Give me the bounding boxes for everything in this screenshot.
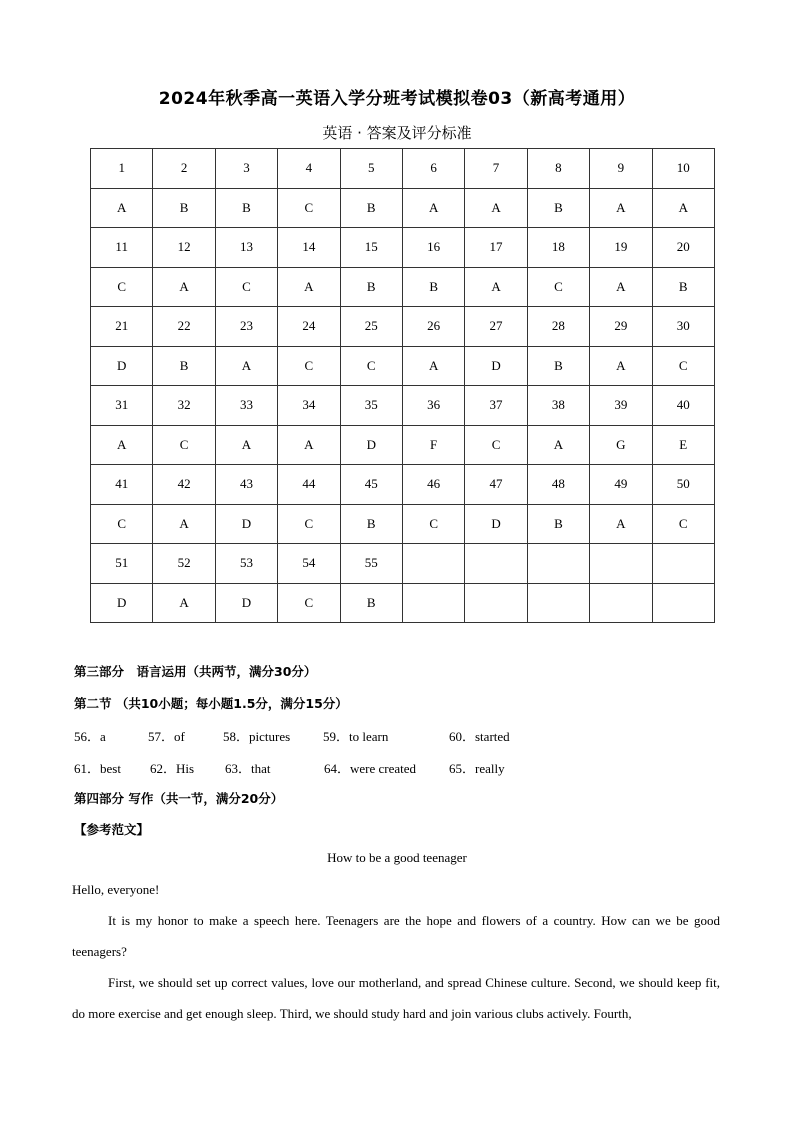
question-number-cell: 17 bbox=[465, 228, 527, 268]
answer-63: 63．that bbox=[225, 761, 271, 776]
question-number-cell: 42 bbox=[153, 465, 215, 505]
question-number-row bbox=[91, 228, 715, 268]
answer-cell: A bbox=[402, 346, 464, 386]
question-number-cell: 12 bbox=[153, 228, 215, 268]
answer-cell bbox=[652, 583, 714, 623]
answer-cell: C bbox=[527, 267, 589, 307]
question-number-row bbox=[91, 465, 715, 505]
question-number-row bbox=[91, 307, 715, 347]
question-number-cell: 46 bbox=[402, 465, 464, 505]
answer-cell: D bbox=[215, 504, 277, 544]
question-number-cell: 25 bbox=[340, 307, 402, 347]
answer-cell: A bbox=[590, 267, 652, 307]
question-number-cell: 55 bbox=[340, 544, 402, 584]
question-number-cell bbox=[465, 544, 527, 584]
answer-cell: B bbox=[153, 346, 215, 386]
question-number-cell: 33 bbox=[215, 386, 277, 426]
answer-row bbox=[91, 425, 715, 465]
answer-cell: C bbox=[340, 346, 402, 386]
question-number-row bbox=[91, 544, 715, 584]
answer-cell: A bbox=[590, 188, 652, 228]
answer-cell: A bbox=[91, 425, 153, 465]
answer-cell: A bbox=[590, 504, 652, 544]
question-number-cell: 53 bbox=[215, 544, 277, 584]
page-title: 2024年秋季高一英语入学分班考试模拟卷03（新高考通用） bbox=[158, 89, 636, 109]
answer-cell: A bbox=[652, 188, 714, 228]
answer-cell: B bbox=[652, 267, 714, 307]
answer-cell: B bbox=[215, 188, 277, 228]
question-number-cell: 34 bbox=[278, 386, 340, 426]
answer-cell: B bbox=[340, 188, 402, 228]
answer-cell: G bbox=[590, 425, 652, 465]
question-number-cell: 30 bbox=[652, 307, 714, 347]
question-number-cell: 45 bbox=[340, 465, 402, 505]
question-number-cell: 48 bbox=[527, 465, 589, 505]
question-number-cell: 43 bbox=[215, 465, 277, 505]
question-number-cell: 21 bbox=[91, 307, 153, 347]
question-number-cell: 4 bbox=[278, 149, 340, 189]
question-number-cell: 10 bbox=[652, 149, 714, 189]
question-number-cell: 39 bbox=[590, 386, 652, 426]
question-number-cell: 9 bbox=[590, 149, 652, 189]
question-number-cell: 52 bbox=[153, 544, 215, 584]
question-number-cell bbox=[590, 544, 652, 584]
question-number-cell: 40 bbox=[652, 386, 714, 426]
answer-table bbox=[90, 148, 715, 623]
answer-61: 61．best bbox=[74, 761, 121, 776]
answer-cell: C bbox=[215, 267, 277, 307]
question-number-cell: 15 bbox=[340, 228, 402, 268]
answer-cell: A bbox=[153, 583, 215, 623]
question-number-cell bbox=[402, 544, 464, 584]
question-number-cell: 41 bbox=[91, 465, 153, 505]
answer-cell: C bbox=[153, 425, 215, 465]
answer-cell: B bbox=[340, 504, 402, 544]
answer-cell: C bbox=[278, 188, 340, 228]
question-number-cell: 31 bbox=[91, 386, 153, 426]
answer-cell: D bbox=[215, 583, 277, 623]
question-number-cell: 32 bbox=[153, 386, 215, 426]
answer-56: 56．a bbox=[74, 729, 106, 744]
answer-cell: A bbox=[590, 346, 652, 386]
answer-cell bbox=[402, 583, 464, 623]
answer-cell: D bbox=[465, 504, 527, 544]
answer-cell: B bbox=[527, 504, 589, 544]
question-number-cell: 35 bbox=[340, 386, 402, 426]
answer-cell: C bbox=[465, 425, 527, 465]
answer-cell: A bbox=[402, 188, 464, 228]
answer-cell: A bbox=[278, 425, 340, 465]
answer-cell: A bbox=[153, 504, 215, 544]
answer-cell: C bbox=[402, 504, 464, 544]
question-number-cell: 3 bbox=[215, 149, 277, 189]
answer-64: 64．were created bbox=[324, 761, 417, 776]
question-number-cell: 51 bbox=[91, 544, 153, 584]
answer-cell bbox=[465, 583, 527, 623]
question-number-cell: 44 bbox=[278, 465, 340, 505]
sample-essay-label: 【参考范文】 bbox=[74, 822, 150, 837]
question-number-cell: 11 bbox=[91, 228, 153, 268]
question-number-cell: 47 bbox=[465, 465, 527, 505]
question-number-cell: 13 bbox=[215, 228, 277, 268]
question-number-cell: 6 bbox=[402, 149, 464, 189]
question-number-cell: 7 bbox=[465, 149, 527, 189]
question-number-cell bbox=[652, 544, 714, 584]
question-number-row bbox=[91, 149, 715, 189]
answer-cell: B bbox=[340, 583, 402, 623]
answer-cell: C bbox=[652, 504, 714, 544]
question-number-cell: 26 bbox=[402, 307, 464, 347]
question-number-cell: 49 bbox=[590, 465, 652, 505]
question-number-cell: 16 bbox=[402, 228, 464, 268]
answer-row bbox=[91, 267, 715, 307]
answer-57: 57．of bbox=[148, 729, 185, 744]
question-number-cell: 36 bbox=[402, 386, 464, 426]
answer-cell: F bbox=[402, 425, 464, 465]
answer-row bbox=[91, 188, 715, 228]
answer-cell: D bbox=[465, 346, 527, 386]
answer-row bbox=[91, 583, 715, 623]
answer-cell bbox=[527, 583, 589, 623]
answer-cell: B bbox=[402, 267, 464, 307]
question-number-cell: 29 bbox=[590, 307, 652, 347]
essay-paragraph-2: First, we should set up correct values, love our motherland, and spread Chinese culture. Second, we should keep fit, do more exercise and get enough sleep. Third, we should study hard and join various clubs actively. Fourth, bbox=[72, 975, 720, 1021]
answer-cell: D bbox=[340, 425, 402, 465]
question-number-cell: 37 bbox=[465, 386, 527, 426]
section3-heading: 第三部分 语言运用（共两节，满分30分） bbox=[74, 664, 317, 679]
answer-60: 60．started bbox=[449, 729, 510, 744]
question-number-cell: 54 bbox=[278, 544, 340, 584]
answer-cell: D bbox=[91, 346, 153, 386]
essay-greeting: Hello, everyone! bbox=[72, 882, 160, 897]
answer-cell: A bbox=[527, 425, 589, 465]
question-number-cell: 23 bbox=[215, 307, 277, 347]
page-subtitle: 英语 · 答案及评分标准 bbox=[322, 124, 472, 142]
question-number-cell: 8 bbox=[527, 149, 589, 189]
answer-cell: A bbox=[215, 346, 277, 386]
answer-cell: D bbox=[91, 583, 153, 623]
question-number-cell: 22 bbox=[153, 307, 215, 347]
section4-heading: 第四部分 写作（共一节，满分20分） bbox=[74, 791, 284, 806]
answer-cell: A bbox=[465, 267, 527, 307]
answer-cell: C bbox=[91, 267, 153, 307]
question-number-cell: 5 bbox=[340, 149, 402, 189]
answer-62: 62．His bbox=[150, 761, 195, 776]
question-number-cell bbox=[527, 544, 589, 584]
answer-65: 65．really bbox=[449, 761, 505, 776]
answer-row bbox=[91, 504, 715, 544]
answer-cell: C bbox=[91, 504, 153, 544]
question-number-cell: 50 bbox=[652, 465, 714, 505]
question-number-row bbox=[91, 386, 715, 426]
answer-58: 58．pictures bbox=[223, 729, 291, 744]
section3-subheading: 第二节 （共10小题；每小题1.5分，满分15分） bbox=[74, 696, 348, 711]
answer-59: 59．to learn bbox=[323, 729, 389, 744]
answer-cell: A bbox=[465, 188, 527, 228]
essay-title: How to be a good teenager bbox=[327, 850, 467, 865]
question-number-cell: 19 bbox=[590, 228, 652, 268]
question-number-cell: 20 bbox=[652, 228, 714, 268]
question-number-cell: 38 bbox=[527, 386, 589, 426]
essay-paragraph-1: It is my honor to make a speech here. Teenagers are the hope and flowers of a country. How can we be good teenagers? bbox=[72, 913, 720, 959]
answer-cell: A bbox=[91, 188, 153, 228]
answer-cell: B bbox=[153, 188, 215, 228]
question-number-cell: 27 bbox=[465, 307, 527, 347]
question-number-cell: 28 bbox=[527, 307, 589, 347]
answer-cell: C bbox=[652, 346, 714, 386]
answer-cell: C bbox=[278, 504, 340, 544]
question-number-cell: 24 bbox=[278, 307, 340, 347]
answer-cell: B bbox=[527, 346, 589, 386]
essay-body bbox=[72, 874, 720, 1029]
question-number-cell: 14 bbox=[278, 228, 340, 268]
answer-cell: A bbox=[278, 267, 340, 307]
answer-cell: A bbox=[215, 425, 277, 465]
answer-cell: E bbox=[652, 425, 714, 465]
answer-cell: C bbox=[278, 346, 340, 386]
answer-cell: B bbox=[527, 188, 589, 228]
answer-cell: A bbox=[153, 267, 215, 307]
question-number-cell: 18 bbox=[527, 228, 589, 268]
question-number-cell: 2 bbox=[153, 149, 215, 189]
question-number-cell: 1 bbox=[91, 149, 153, 189]
answer-cell bbox=[590, 583, 652, 623]
answer-cell: B bbox=[340, 267, 402, 307]
answer-cell: C bbox=[278, 583, 340, 623]
answer-row bbox=[91, 346, 715, 386]
